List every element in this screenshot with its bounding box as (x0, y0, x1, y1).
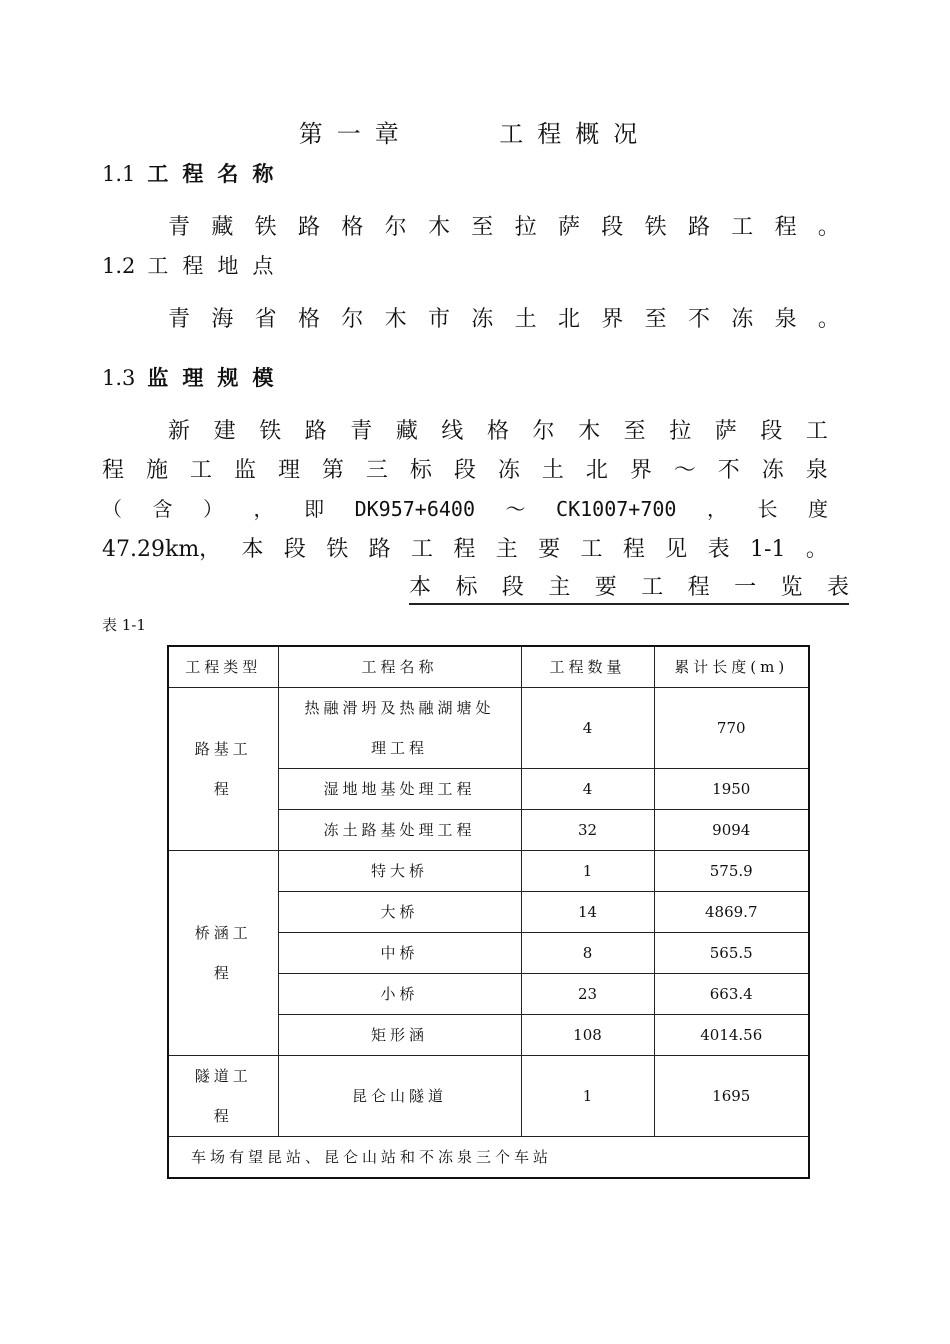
section-number: 1.2 (102, 254, 136, 278)
text-char: 拉 (669, 419, 692, 444)
text-char: 土 (541, 458, 564, 483)
text-char: 至 (644, 307, 667, 332)
text-char: 至 (471, 215, 494, 240)
chapter-title: 第一章 工程概况 (298, 120, 652, 148)
text-char: 本 (409, 575, 432, 600)
text-char: 工 (805, 419, 828, 444)
text-char: 格 (341, 215, 364, 240)
section-heading-1-2 (102, 250, 287, 280)
text-char: 格 (486, 419, 509, 444)
text-char: 路 (368, 537, 391, 562)
row-qty: 4 (521, 688, 654, 769)
row-qty: 32 (521, 810, 654, 851)
section-heading-1-1 (102, 158, 287, 188)
text-char: 冻 (497, 458, 520, 483)
row-name: 湿地地基处理工程 (278, 769, 521, 810)
section-title: 工程名称 (147, 161, 288, 186)
text-char: 三 (365, 458, 388, 483)
row-name: 昆仑山隧道 (278, 1056, 521, 1137)
text-char: 度 (808, 497, 828, 521)
text-char: 主 (495, 537, 518, 562)
text-char: 工 (731, 215, 754, 240)
text-char: 程 (687, 575, 710, 600)
text-char: 监 (233, 458, 256, 483)
text-char: 不 (687, 307, 710, 332)
row-name: 冻土路基处理工程 (278, 810, 521, 851)
header-qty: 工程数量 (521, 646, 654, 688)
section-number: 1.3 (102, 366, 136, 390)
text-char: 第 (321, 458, 344, 483)
section-body-1-3-line-3 (102, 493, 828, 522)
text-char: CK1007+700 (556, 497, 677, 521)
text-char: 即 (304, 497, 325, 521)
text-char: 路 (687, 215, 710, 240)
text-char: 至 (623, 419, 646, 444)
text-char: 冻 (731, 307, 754, 332)
text-char: 青 (168, 215, 191, 240)
text-char: 尔 (341, 307, 364, 332)
text-char: ～ (505, 497, 526, 521)
text-char: 藏 (395, 419, 418, 444)
text-char: 程 (453, 537, 476, 562)
row-name: 矩形涵 (278, 1015, 521, 1056)
text-char: 工 (641, 575, 664, 600)
section-number: 1.1 (102, 162, 136, 186)
table-footer-note: 车场有望昆站、昆仑山站和不冻泉三个车站 (168, 1137, 809, 1179)
text-char: 青 (168, 307, 191, 332)
text-char: 尔 (384, 215, 407, 240)
text-char: ， (706, 497, 727, 521)
table-row (168, 851, 809, 892)
row-qty: 14 (521, 892, 654, 933)
text-char: 。 (817, 307, 840, 332)
text-char: 北 (585, 458, 608, 483)
row-qty: 4 (521, 769, 654, 810)
text-char: 要 (538, 537, 561, 562)
text-char: 路 (304, 419, 327, 444)
text-char: 海 (211, 307, 234, 332)
text-char: ） (203, 497, 224, 521)
row-length: 565.5 (654, 933, 809, 974)
text-char: 冻 (471, 307, 494, 332)
group-type-roadbed: 路基工程 (168, 688, 278, 851)
table-label: 表 1-1 (102, 616, 146, 634)
row-length: 1950 (654, 769, 809, 810)
text-char: 北 (557, 307, 580, 332)
text-char: 格 (297, 307, 320, 332)
text-char: 市 (427, 307, 450, 332)
text-char: 界 (629, 458, 652, 483)
header-name: 工程名称 (278, 646, 521, 688)
text-char: 线 (441, 419, 464, 444)
text-char: 泉 (805, 458, 828, 483)
text-char: 段 (453, 458, 476, 483)
text-char: 木 (384, 307, 407, 332)
text-char: 铁 (326, 537, 349, 562)
text-char: 长 (757, 497, 778, 521)
text-char: 要 (594, 575, 617, 600)
text-char: 不 (717, 458, 740, 483)
section-body-1-1 (168, 210, 840, 241)
row-qty: 1 (521, 851, 654, 892)
text-char: 47.29km， (102, 537, 222, 562)
row-name: 热融滑坍及热融湖塘处理工程 (278, 688, 521, 769)
header-type: 工程类型 (168, 646, 278, 688)
text-char: 拉 (514, 215, 537, 240)
row-length: 575.9 (654, 851, 809, 892)
text-char: 省 (254, 307, 277, 332)
text-char: 萨 (714, 419, 737, 444)
table-row (168, 688, 809, 769)
section-heading-1-3 (102, 362, 287, 392)
section-body-1-3-line-2 (102, 453, 828, 484)
text-char: 见 (665, 537, 688, 562)
text-char: 铁 (254, 215, 277, 240)
text-char: 1-1 (750, 537, 786, 562)
row-length: 1695 (654, 1056, 809, 1137)
text-char: 路 (297, 215, 320, 240)
text-char: 程 (622, 537, 645, 562)
text-char: ～ (673, 458, 696, 483)
row-length: 770 (654, 688, 809, 769)
text-char: 青 (350, 419, 373, 444)
header-length: 累计长度(m) (654, 646, 809, 688)
section-body-1-3-line-4 (102, 532, 828, 563)
row-length: 4014.56 (654, 1015, 809, 1056)
text-char: 冻 (761, 458, 784, 483)
row-name: 小桥 (278, 974, 521, 1015)
table-header-row (168, 646, 809, 688)
text-char: 主 (548, 575, 571, 600)
text-char: 土 (514, 307, 537, 332)
text-char: 本 (241, 537, 264, 562)
row-qty: 8 (521, 933, 654, 974)
group-type-bridge: 桥涵工程 (168, 851, 278, 1056)
text-char: 萨 (557, 215, 580, 240)
text-char: 新 (168, 419, 191, 444)
text-char: 表 (826, 575, 849, 600)
text-char: 泉 (774, 307, 797, 332)
text-char: 铁 (259, 419, 282, 444)
text-char: （ (102, 497, 122, 521)
row-qty: 23 (521, 974, 654, 1015)
text-char: 铁 (644, 215, 667, 240)
text-char: 理 (277, 458, 300, 483)
text-char: 段 (283, 537, 306, 562)
text-char: 段 (601, 215, 624, 240)
text-char: 木 (578, 419, 601, 444)
row-length: 9094 (654, 810, 809, 851)
text-char: 段 (501, 575, 524, 600)
text-char: 尔 (532, 419, 555, 444)
text-char: 。 (817, 215, 840, 240)
text-char: 藏 (211, 215, 234, 240)
text-char: ， (253, 497, 274, 521)
text-char: 界 (601, 307, 624, 332)
text-char: 程 (774, 215, 797, 240)
row-length: 4869.7 (654, 892, 809, 933)
engineering-table (167, 645, 810, 1179)
table-row (168, 1056, 809, 1137)
text-char: 标 (455, 575, 478, 600)
row-qty: 1 (521, 1056, 654, 1137)
row-length: 663.4 (654, 974, 809, 1015)
text-char: 。 (805, 537, 828, 562)
text-char: 工 (580, 537, 603, 562)
text-char: 含 (152, 497, 173, 521)
section-body-1-3-line-1 (168, 414, 828, 445)
section-title: 监理规模 (147, 365, 288, 390)
text-char: 表 (707, 537, 730, 562)
text-char: 施 (145, 458, 168, 483)
text-char: 工 (411, 537, 434, 562)
row-name: 大桥 (278, 892, 521, 933)
text-char: 标 (409, 458, 432, 483)
text-char: 一 (734, 575, 757, 600)
table-footer-row (168, 1137, 809, 1179)
text-char: 程 (102, 458, 125, 483)
text-char: 工 (189, 458, 212, 483)
group-type-tunnel: 隧道工程 (168, 1056, 278, 1137)
text-char: 段 (760, 419, 783, 444)
row-qty: 108 (521, 1015, 654, 1056)
section-title: 工程地点 (147, 254, 288, 278)
row-name: 特大桥 (278, 851, 521, 892)
section-body-1-2 (168, 302, 840, 333)
text-char: 建 (213, 419, 236, 444)
text-char: 览 (780, 575, 803, 600)
text-char: DK957+6400 (354, 497, 475, 521)
text-char: 木 (427, 215, 450, 240)
table-caption (409, 570, 849, 605)
row-name: 中桥 (278, 933, 521, 974)
